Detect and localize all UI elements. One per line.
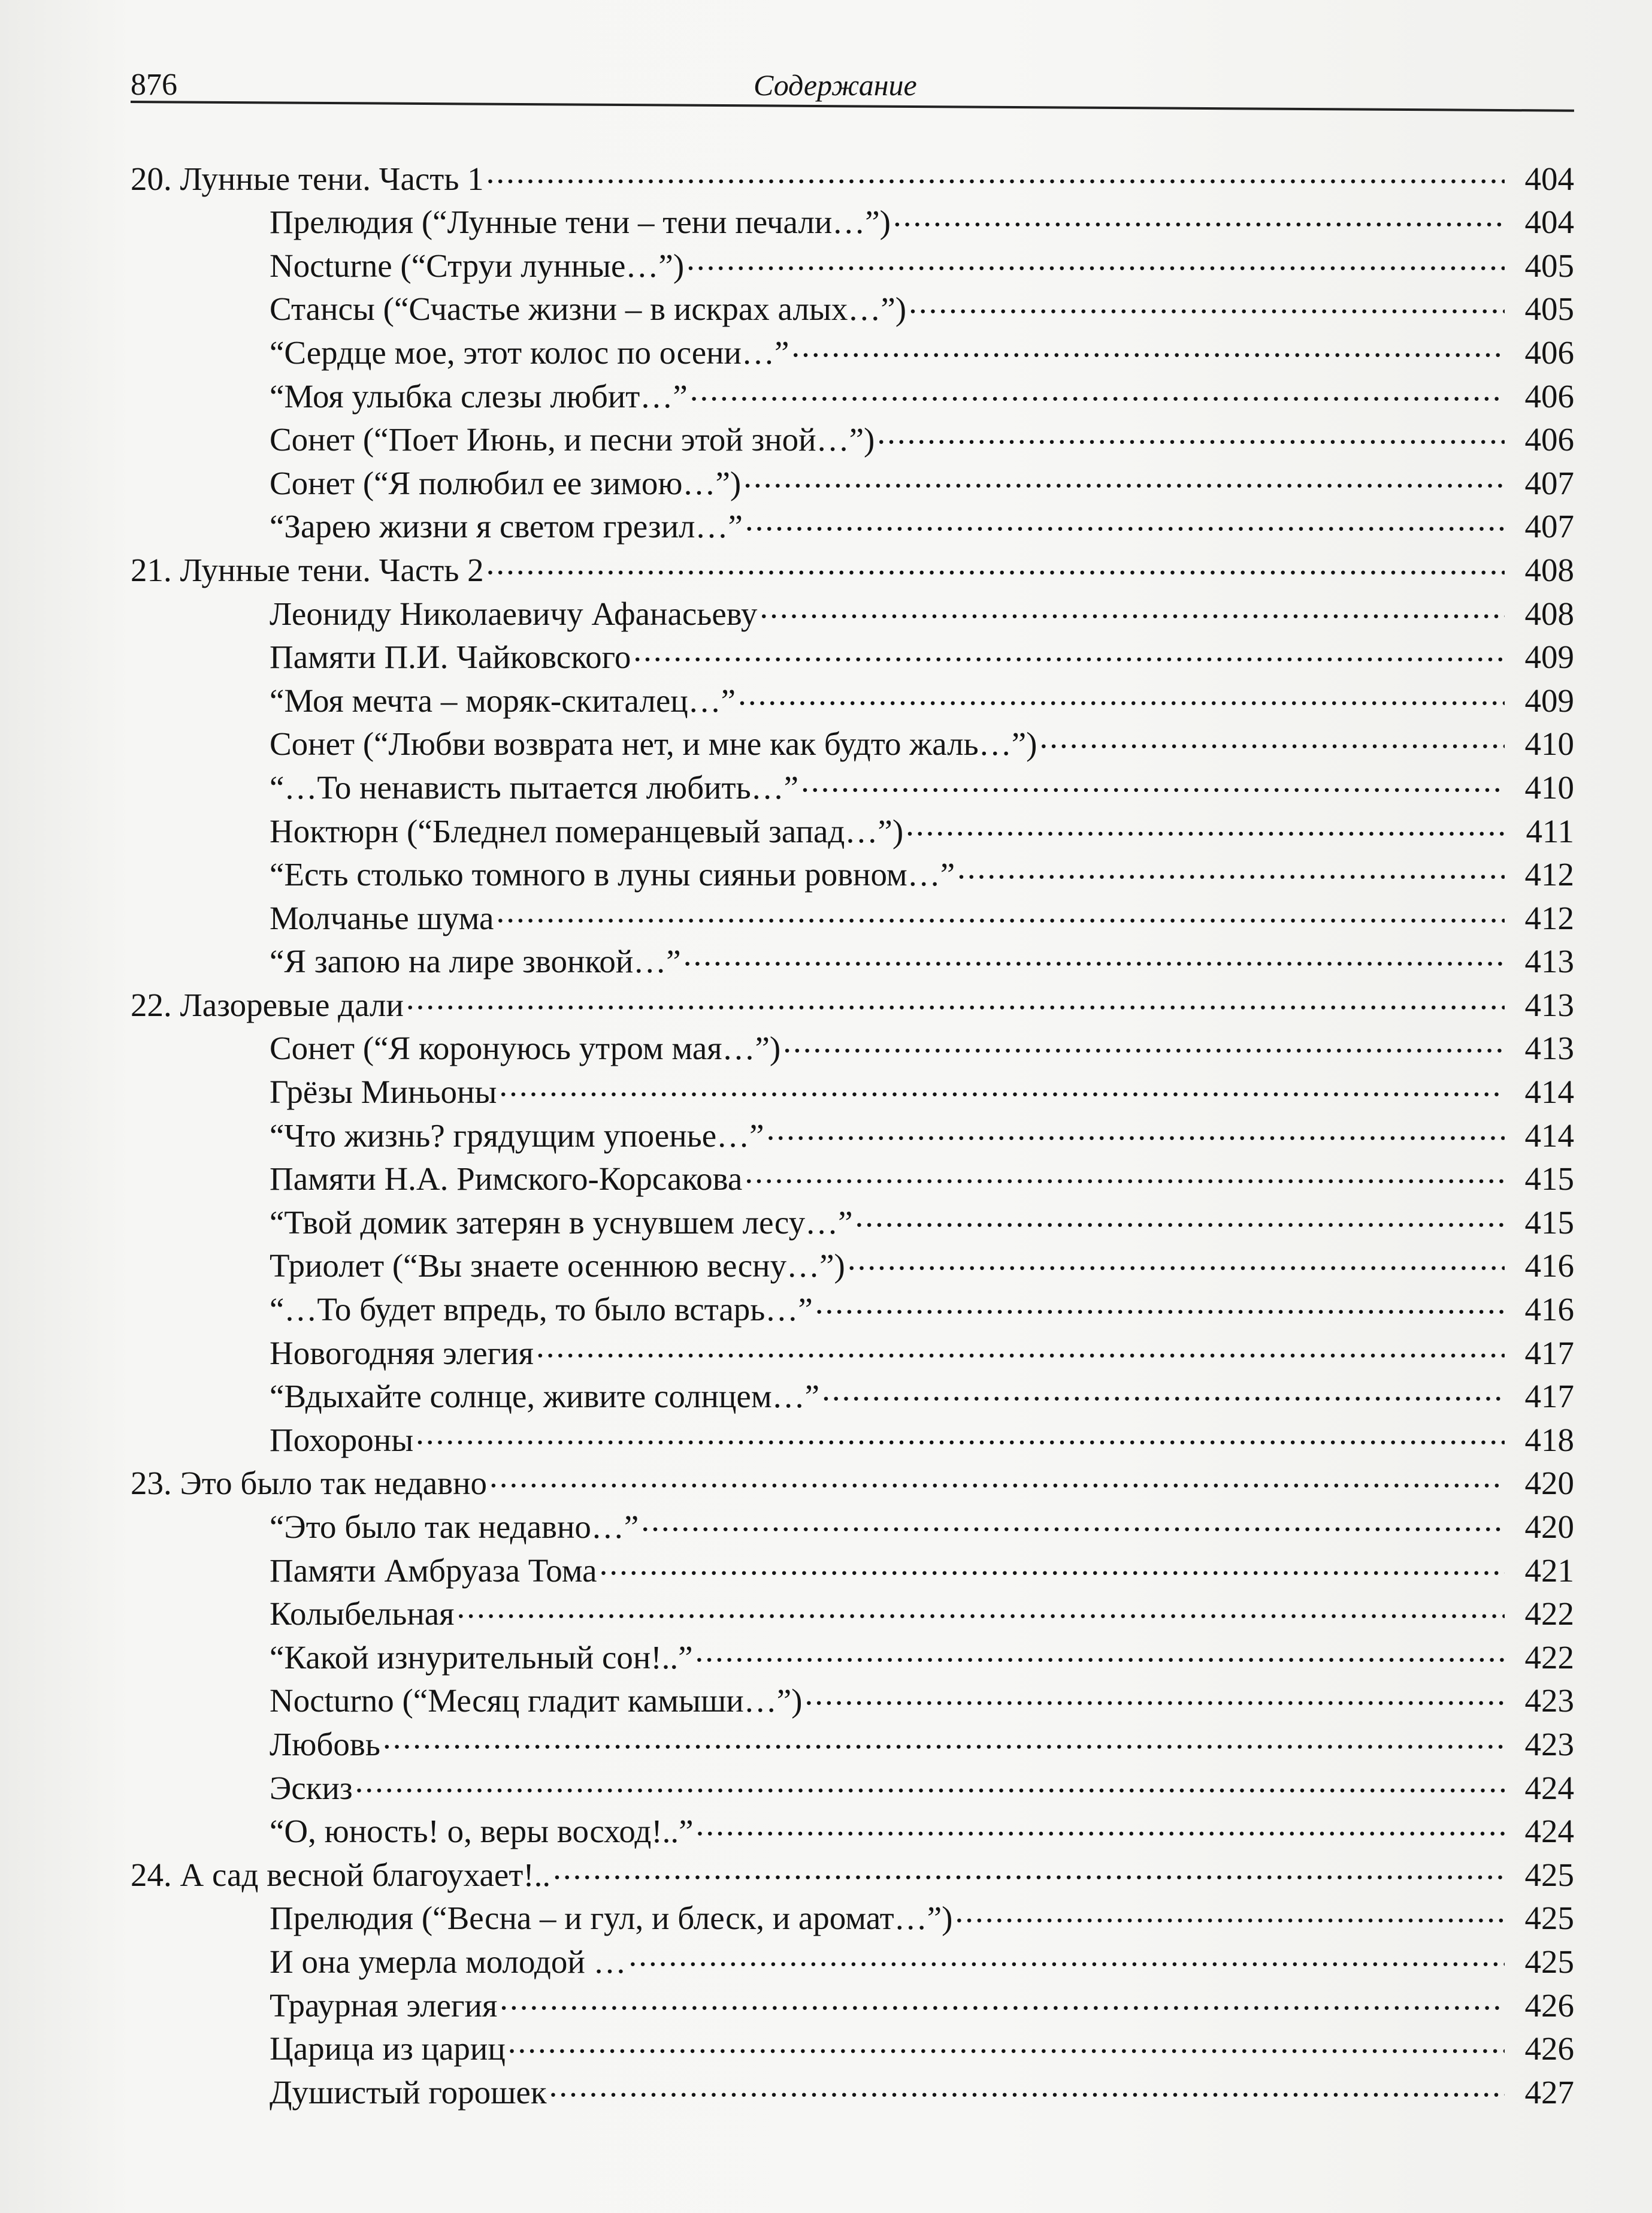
toc-entry <box>131 625 1574 676</box>
toc-entry-title: “О, юность! о, веры восход!..” <box>270 1813 694 1850</box>
dot-leader <box>745 1147 1505 1190</box>
toc-entry-title: “…То будет впредь, то было встарь…” <box>270 1291 813 1328</box>
toc-entry <box>131 1668 1574 1719</box>
toc-entry-page: 414 <box>1524 1117 1574 1154</box>
toc-entry-title: Сонет (“Я коронуюсь утром мая…”) <box>270 1030 781 1067</box>
dot-leader <box>1039 712 1505 755</box>
toc-entry-title: “Моя улыбка слезы любит…” <box>270 377 688 415</box>
toc-entry-title: “Что жизнь? грядущим упоенье…” <box>270 1117 764 1154</box>
toc-entry <box>131 1625 1574 1676</box>
toc-entry <box>131 2060 1574 2111</box>
toc-entry <box>131 1755 1574 1806</box>
toc-entry <box>131 1016 1574 1067</box>
toc-entry <box>131 1538 1574 1589</box>
toc-entry-title: Памяти П.И. Чайковского <box>270 639 631 676</box>
toc-section <box>131 146 1574 197</box>
dot-leader <box>486 146 1505 190</box>
toc-entry-page: 412 <box>1524 856 1574 893</box>
toc-entry-page: 406 <box>1524 334 1574 371</box>
dot-leader <box>686 233 1505 277</box>
toc-entry <box>131 581 1574 632</box>
toc-entry <box>131 494 1574 545</box>
toc-entry-title: “Твой домик затерян в уснувшем лесу…” <box>270 1204 853 1241</box>
toc-entry-page: 425 <box>1524 1856 1574 1893</box>
toc-entry-title: Молчанье шума <box>270 899 494 936</box>
toc-entry-title: Nocturno (“Месяц гладит камыши…”) <box>270 1682 803 1719</box>
dot-leader <box>745 494 1505 538</box>
toc-entry-title: “Я запою на лире звонкой…” <box>270 943 681 980</box>
toc-entry-page: 409 <box>1524 639 1574 676</box>
toc-entry-page: 420 <box>1524 1465 1574 1502</box>
dot-leader <box>760 581 1505 625</box>
toc-section <box>131 1842 1574 1893</box>
dot-leader <box>909 277 1505 321</box>
toc-entry <box>131 712 1574 763</box>
toc-entry-page: 425 <box>1524 1943 1574 1980</box>
dot-leader <box>536 1320 1505 1364</box>
toc-entry-title: Прелюдия (“Лунные тени – тени печали…”) <box>270 204 891 241</box>
dot-leader <box>743 451 1505 494</box>
toc-entry-title: Грёзы Миньоны <box>270 1074 497 1111</box>
toc-entry <box>131 190 1574 241</box>
dot-leader <box>500 1973 1505 2017</box>
dot-leader <box>496 885 1505 929</box>
toc-entry-title: 20. Лунные тени. Часть 1 <box>131 160 484 197</box>
toc-entry-page: 423 <box>1524 1725 1574 1762</box>
toc-entry-title: Сонет (“Любви возврата нет, и мне как будто жаль…”) <box>270 725 1037 763</box>
dot-leader <box>695 1625 1505 1668</box>
toc-entry-page: 408 <box>1524 595 1574 632</box>
toc-entry <box>131 1712 1574 1762</box>
dot-leader <box>690 364 1505 407</box>
toc-entry-title: 21. Лунные тени. Часть 2 <box>131 551 484 588</box>
toc-section <box>131 537 1574 588</box>
toc-entry-page: 422 <box>1524 1595 1574 1632</box>
toc-entry-page: 420 <box>1524 1508 1574 1545</box>
toc-entry <box>131 407 1574 458</box>
dot-leader <box>767 1103 1505 1147</box>
toc-entry-page: 404 <box>1524 204 1574 241</box>
toc-entry-page: 423 <box>1524 1682 1574 1719</box>
toc-entry-title: И она умерла молодой … <box>270 1943 627 1980</box>
toc-entry <box>131 364 1574 415</box>
toc-entry-title: Траурная элегия <box>270 1987 498 2024</box>
toc-entry-page: 421 <box>1524 1552 1574 1589</box>
toc-entry-title: Прелюдия (“Весна – и гул, и блеск, и аромат…”) <box>270 1900 953 1937</box>
toc-entry-page: 417 <box>1524 1378 1574 1415</box>
toc-entry-title: Любовь <box>270 1725 380 1762</box>
toc-entry <box>131 799 1574 849</box>
toc-entry <box>131 1364 1574 1415</box>
toc-entry <box>131 1886 1574 1937</box>
dot-leader <box>355 1755 1505 1799</box>
toc-entry <box>131 320 1574 371</box>
toc-entry <box>131 1929 1574 1980</box>
toc-entry-page: 406 <box>1524 377 1574 415</box>
toc-entry-title: Nocturne (“Струи лунные…”) <box>270 247 685 284</box>
dot-leader <box>629 1929 1505 1973</box>
dot-leader <box>957 842 1505 886</box>
toc-entry-title: Стансы (“Счастье жизни – в искрах алых…”) <box>270 291 907 328</box>
dot-leader <box>456 1582 1505 1625</box>
toc-entry <box>131 1234 1574 1284</box>
toc-entry <box>131 1582 1574 1632</box>
dot-leader <box>877 407 1505 451</box>
toc-entry <box>131 1059 1574 1111</box>
toc-entry <box>131 1103 1574 1154</box>
toc-entry-title: “Моя мечта – моряк-скиталец…” <box>270 682 736 719</box>
toc-entry-title: “Зарею жизни я светом грезил…” <box>270 508 743 545</box>
toc-entry <box>131 755 1574 806</box>
dot-leader <box>801 755 1505 799</box>
toc-entry-title: Триолет (“Вы знаете осеннюю весну…”) <box>270 1247 845 1284</box>
toc-entry <box>131 1494 1574 1545</box>
table-of-contents <box>131 146 1574 2111</box>
toc-entry-page: 415 <box>1524 1160 1574 1198</box>
toc-entry-title: “Это было так недавно…” <box>270 1508 639 1545</box>
dot-leader <box>791 320 1505 364</box>
toc-entry-title: Колыбельная <box>270 1595 455 1632</box>
toc-section <box>131 972 1574 1023</box>
dot-leader <box>489 1451 1505 1495</box>
toc-entry-title: Ноктюрн (“Бледнел померанцевый запад…”) <box>270 812 904 849</box>
dot-leader <box>600 1538 1505 1582</box>
toc-entry-page: 413 <box>1524 1030 1574 1067</box>
running-title: Содержание <box>754 68 917 102</box>
toc-entry-title: Эскиз <box>270 1769 353 1806</box>
toc-entry <box>131 2017 1574 2067</box>
toc-entry-title: 22. Лазоревые дали <box>131 986 404 1023</box>
dot-leader <box>955 1886 1505 1930</box>
toc-entry <box>131 451 1574 501</box>
toc-entry-page: 408 <box>1524 551 1574 588</box>
toc-entry-page: 409 <box>1524 682 1574 719</box>
toc-entry-page: 415 <box>1524 1204 1574 1241</box>
dot-leader <box>553 1842 1505 1886</box>
toc-entry-title: “Вдыхайте солнце, живите солнцем…” <box>270 1378 820 1415</box>
toc-entry-page: 427 <box>1524 2073 1574 2111</box>
toc-entry-page: 414 <box>1524 1074 1574 1111</box>
toc-entry <box>131 1320 1574 1371</box>
toc-entry-page: 426 <box>1524 2030 1574 2067</box>
toc-section <box>131 1451 1574 1502</box>
toc-entry-page: 424 <box>1524 1813 1574 1850</box>
dot-leader <box>683 929 1505 973</box>
dot-leader <box>848 1234 1505 1277</box>
dot-leader <box>416 1407 1505 1451</box>
toc-entry <box>131 929 1574 980</box>
toc-entry-title: Памяти Амбруаза Тома <box>270 1552 597 1589</box>
toc-entry-title: Новогодняя элегия <box>270 1334 534 1371</box>
toc-entry-page: 407 <box>1524 508 1574 545</box>
toc-entry-page: 411 <box>1526 812 1574 849</box>
toc-entry <box>131 1277 1574 1328</box>
toc-entry-page: 418 <box>1524 1421 1574 1458</box>
toc-entry <box>131 885 1574 936</box>
dot-leader <box>696 1799 1505 1843</box>
toc-entry <box>131 668 1574 719</box>
toc-entry-page: 422 <box>1524 1638 1574 1676</box>
toc-entry-page: 404 <box>1524 160 1574 197</box>
toc-entry-page: 406 <box>1524 421 1574 458</box>
toc-entry-page: 426 <box>1524 1987 1574 2024</box>
page-number: 876 <box>131 68 177 102</box>
toc-entry-title: Душистый горошек <box>270 2073 547 2111</box>
dot-leader <box>508 2017 1505 2060</box>
toc-entry-title: 23. Это было так недавно <box>131 1465 488 1502</box>
toc-entry-page: 407 <box>1524 464 1574 501</box>
dot-leader <box>641 1494 1505 1538</box>
toc-entry <box>131 1190 1574 1241</box>
toc-entry <box>131 1147 1574 1198</box>
toc-entry-title: Похороны <box>270 1421 414 1458</box>
dot-leader <box>406 972 1505 1016</box>
toc-entry-title: “Сердце мое, этот колос по осени…” <box>270 334 789 371</box>
dot-leader <box>804 1668 1505 1712</box>
toc-entry-title: Сонет (“Поет Июнь, и песни этой зной…”) <box>270 421 875 458</box>
toc-entry-page: 410 <box>1524 769 1574 806</box>
toc-entry-page: 405 <box>1524 247 1574 284</box>
dot-leader <box>906 799 1505 842</box>
toc-entry-page: 405 <box>1524 291 1574 328</box>
toc-entry-page: 410 <box>1524 725 1574 763</box>
toc-entry-page: 416 <box>1524 1247 1574 1284</box>
toc-entry-page: 425 <box>1524 1900 1574 1937</box>
toc-entry-title: “Есть столько томного в луны сияньи ровном…” <box>270 856 955 893</box>
dot-leader <box>383 1712 1505 1755</box>
toc-entry <box>131 1799 1574 1850</box>
toc-entry-page: 413 <box>1524 986 1574 1023</box>
toc-entry-title: Памяти Н.А. Римского-Корсакова <box>270 1160 743 1198</box>
toc-entry-title: Леониду Николаевичу Афанасьеву <box>270 595 758 632</box>
toc-entry-page: 416 <box>1524 1291 1574 1328</box>
toc-entry <box>131 842 1574 893</box>
toc-entry <box>131 1407 1574 1458</box>
dot-leader <box>855 1190 1505 1234</box>
toc-entry-title: “Какой изнурительный сон!..” <box>270 1638 693 1676</box>
toc-entry-page: 424 <box>1524 1769 1574 1806</box>
dot-leader <box>822 1364 1505 1408</box>
toc-entry-title: Царица из цариц <box>270 2030 506 2067</box>
dot-leader <box>499 1059 1505 1103</box>
toc-entry <box>131 1973 1574 2024</box>
dot-leader <box>893 190 1505 234</box>
dot-leader <box>815 1277 1505 1320</box>
toc-entry-title: “…То ненависть пытается любить…” <box>270 769 799 806</box>
toc-entry <box>131 277 1574 328</box>
dot-leader <box>783 1016 1505 1060</box>
dot-leader <box>633 625 1505 669</box>
dot-leader <box>549 2060 1505 2103</box>
toc-entry-title: 24. А сад весной благоухает!.. <box>131 1856 551 1893</box>
toc-entry-page: 413 <box>1524 943 1574 980</box>
dot-leader <box>738 668 1505 712</box>
toc-entry-page: 412 <box>1524 899 1574 936</box>
toc-entry-page: 417 <box>1524 1334 1574 1371</box>
toc-entry <box>131 233 1574 284</box>
toc-entry-title: Сонет (“Я полюбил ее зимою…”) <box>270 464 742 501</box>
dot-leader <box>486 537 1505 581</box>
